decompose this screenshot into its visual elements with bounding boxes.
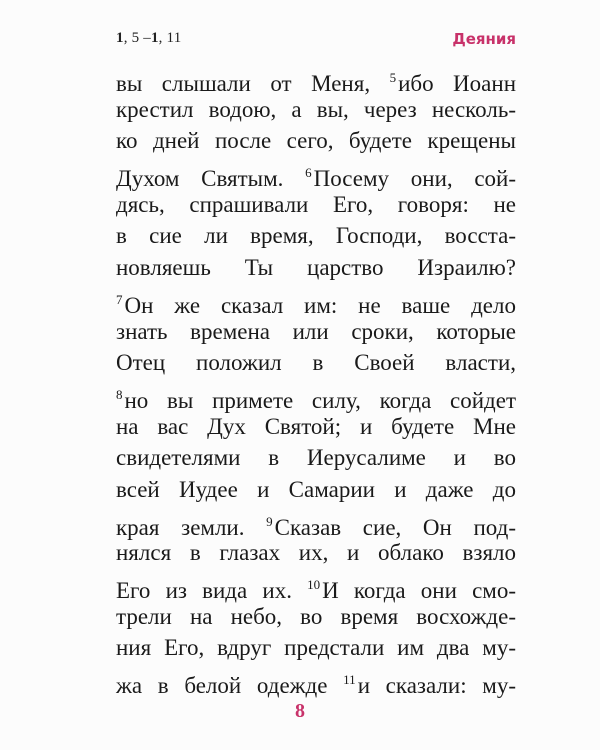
verse-number: 7: [116, 291, 123, 307]
text-segment: Духом Святым.: [116, 166, 306, 192]
text-segment: знать времена или сроки, которые: [116, 318, 516, 344]
text-line: [116, 347, 516, 379]
text-segment: на вас Дух Святой; и будете Мне: [116, 413, 516, 439]
page-number: 8: [295, 700, 305, 722]
verse-number: 6: [305, 165, 312, 181]
text-line: [116, 601, 516, 633]
text-segment: но вы примете силу, когда сойдет: [124, 387, 516, 413]
text-segment: ибо Иоанн: [398, 71, 516, 96]
text-line: [116, 379, 516, 411]
text-segment: свидетелями в Иерусалиме и во: [116, 445, 516, 471]
range-end-verse: , 11: [158, 30, 182, 46]
text-segment: края земли.: [116, 514, 267, 540]
scripture-text: [116, 62, 517, 699]
text-line: [116, 442, 516, 474]
text-segment: Сказав сие, Он под-: [274, 514, 516, 540]
text-segment: Посему они, сой-: [313, 166, 517, 192]
text-segment: ко дней после сего, будете крещены: [116, 128, 516, 154]
verse-number: 10: [307, 577, 321, 592]
text-segment: нялся в глазах их, и облако взяло: [116, 540, 516, 566]
text-line: [116, 537, 516, 569]
text-segment: всей Иудее и Самарии и даже до: [116, 476, 516, 502]
text-segment: и сказали: му-: [357, 673, 516, 699]
text-line: [116, 62, 516, 94]
text-line: [116, 252, 516, 284]
text-line: [116, 316, 516, 348]
text-line: [116, 411, 516, 443]
text-line: [116, 94, 516, 126]
chapter-verse-range: [116, 30, 181, 47]
text-line: [116, 125, 516, 157]
text-line: [116, 220, 516, 252]
text-segment: в сие ли время, Господи, восста-: [116, 223, 516, 249]
text-segment: Отец положил в Своей власти,: [116, 350, 516, 376]
verse-number: 5: [389, 70, 397, 85]
book-title: Деяния: [452, 30, 516, 48]
text-line: [116, 157, 517, 192]
text-line: [116, 664, 516, 699]
text-segment: Его из вида их.: [116, 578, 308, 603]
text-line: [116, 632, 516, 664]
text-line: [116, 284, 516, 316]
range-start-verse: , 5 –: [123, 30, 151, 46]
text-segment: вы слышали от Меня,: [116, 71, 390, 96]
verse-number: 9: [266, 513, 273, 529]
text-segment: ния Его, вдруг предстали им два му-: [116, 635, 516, 661]
text-line: [116, 474, 516, 506]
verse-number: 8: [116, 386, 123, 402]
text-line: [116, 189, 516, 221]
range-start-chapter: 1: [116, 30, 124, 46]
text-segment: крестил водою, а вы, через несколь-: [116, 96, 516, 122]
text-segment: трели на небо, во время восхожде-: [116, 603, 516, 629]
text-line: [116, 506, 516, 538]
range-end-chapter: 1: [150, 30, 159, 46]
text-segment: жа в белой одежде: [116, 673, 344, 699]
text-segment: новляешь Ты царство Израилю?: [116, 255, 516, 281]
text-segment: Он же сказал им: не ваше дело: [124, 292, 516, 318]
verse-number: 11: [343, 672, 356, 688]
text-segment: И когда они смо-: [322, 578, 516, 603]
text-segment: дясь, спрашивали Его, говоря: не: [116, 191, 516, 217]
text-line: [116, 569, 516, 601]
